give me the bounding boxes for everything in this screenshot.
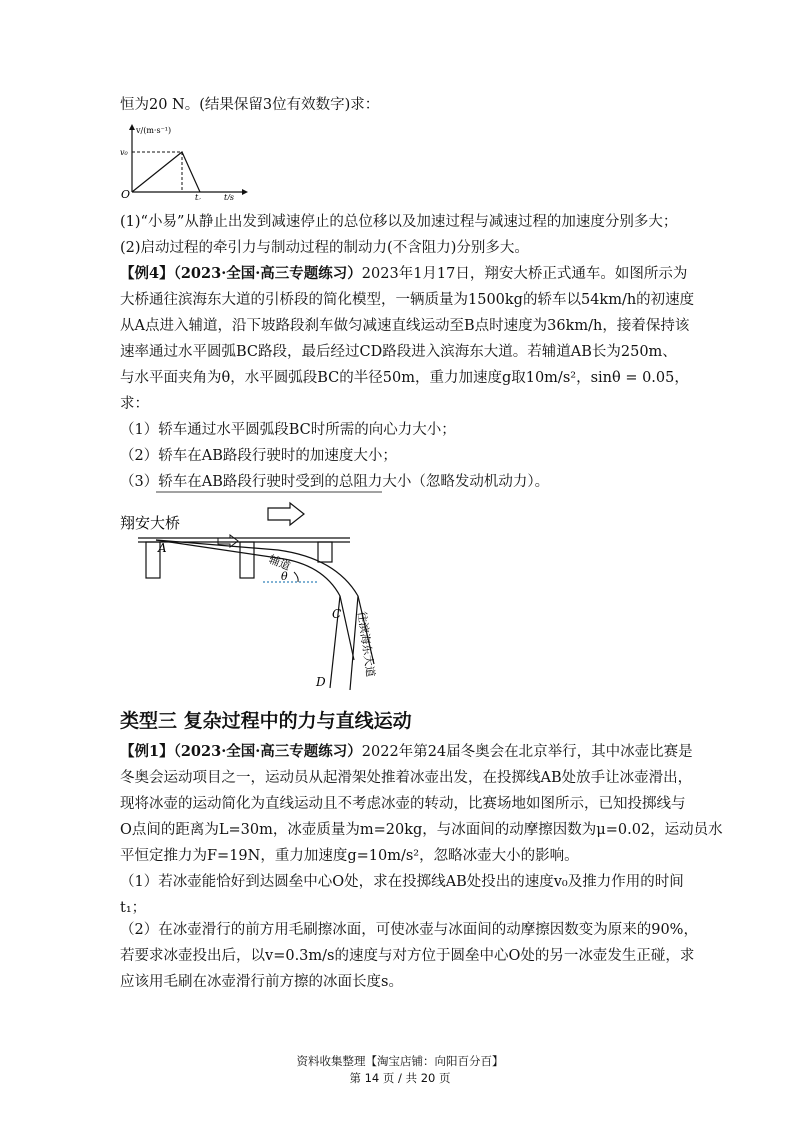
question-1: (1)“小易”从静止出发到减速停止的总位移以及加速过程与减速过程的加速度分别多大； — [120, 214, 678, 230]
example1-sub-2-end: 应该用毛刷在冰壶滑行前方擦的冰面长度s。 — [120, 974, 403, 990]
example4-sub-3: （3）轿车在AB路段行驶时受到的总阻力大小（忽略发动机动力）。 — [120, 474, 550, 490]
page-number: 第 14 页 / 共 20 页 — [349, 1071, 451, 1085]
vt-graph — [118, 122, 248, 200]
vt-ylabel: v/(m·s⁻¹) — [136, 126, 172, 135]
avenue-label: 往滨海东大道 — [355, 610, 378, 678]
bridge-diagram — [118, 488, 393, 700]
example1-sub-2-cont: 若要求冰壶投出后，以v=0.3m/s的速度与对方位于圆垒中心O处的另一冰壶发生正碰，求 — [120, 948, 695, 964]
example4-line: 大桥通往滨海东大道的引桥段的简化模型，一辆质量为1500kg的轿车以54km/h的初速度 — [120, 292, 695, 308]
example1-sub-1: （1）若冰壶能恰好到达圆垒中心O处，求在投掷线AB处投出的速度v₀及推力作用的时间 — [120, 874, 684, 890]
direction-arrow-icon — [268, 503, 304, 525]
example1-line: 冬奥会运动项目之一，运动员从起滑架处推着冰壶出发，在投掷线AB处放手让冰壶滑出， — [120, 770, 693, 786]
example1-label: 【例1】（2023·全国·高三专题练习） — [120, 743, 362, 760]
angle-arc — [294, 572, 298, 582]
vt-v0-label: v₀ — [120, 148, 128, 157]
avenue-right — [350, 596, 358, 690]
example4-first-line — [120, 264, 687, 284]
example4-sub-2: （2）轿车在AB路段行驶时的加速度大小； — [120, 448, 397, 464]
example1-sub-1-cont: t₁； — [120, 900, 147, 916]
ramp-label: 辅道 — [266, 552, 293, 574]
question-2: (2)启动过程的牵引力与制动过程的制动力(不含阻力)分别多大。 — [120, 240, 529, 256]
example4-label: 【例4】（2023·全国·高三专题练习） — [120, 265, 362, 282]
example4-line: 求： — [120, 396, 149, 412]
example1-line: O点间的距离为L=30m，冰壶质量为m=20kg，与冰面间的动摩擦因数为μ=0.02，运动员水 — [120, 822, 723, 838]
example1-line: 现将冰壶的运动简化为直线运动且不考虑冰壶的转动，比赛场地如图所示，已知投掷线与 — [120, 796, 686, 812]
point-A: A — [158, 541, 167, 555]
example4-sub-1: （1）轿车通过水平圆弧段BC时所需的向心力大小； — [120, 422, 456, 438]
vt-x-arrow — [242, 189, 248, 195]
point-C: C — [332, 607, 342, 621]
example4-text: 2023年1月17日，翔安大桥正式通车。如图所示为 — [361, 266, 688, 282]
bridge-title: 翔安大桥 — [120, 514, 181, 532]
vt-origin: O — [121, 188, 131, 200]
example4-line: 与水平面夹角为θ，水平圆弧段BC的半径50m，重力加速度g取10m/s²，sinθ = 0.05， — [120, 370, 689, 386]
theta-label: θ — [281, 570, 288, 583]
example1-text: 2022年第24届冬奥会在北京举行，其中冰壶比赛是 — [361, 744, 693, 760]
intro-text: 恒为20 N。(结果保留3位有效数字)求： — [120, 97, 380, 113]
example1-line: 平恒定推力为F=19N，重力加速度g=10m/s²，忽略冰壶大小的影响。 — [120, 848, 579, 864]
footer-source: 资料收集整理【淘宝店铺：向阳百分百】 — [296, 1054, 504, 1068]
ramp-outer — [156, 540, 354, 660]
vt-y-arrow — [129, 124, 135, 130]
example1-sub-2: （2）在冰壶滑行的前方用毛刷擦冰面，可使冰壶与冰面间的动摩擦因数变为原来的90%， — [120, 922, 698, 938]
section-heading: 类型三 复杂过程中的力与直线运动 — [120, 710, 412, 732]
vt-curve — [132, 152, 200, 192]
example4-line: 从A点进入辅道，沿下坡路段刹车做匀减速直线运动至B点时速度为36km/h，接着保持该 — [120, 318, 690, 334]
point-D: D — [316, 675, 326, 689]
pier — [318, 542, 332, 562]
vt-tc-label: t꜀ — [195, 193, 201, 200]
example4-line: 速率通过水平圆弧BC路段，最后经过CD路段进入滨海东大道。若辅道AB长为250m、 — [120, 344, 677, 360]
example1-first-line — [120, 742, 693, 762]
vt-xlabel: t/s — [224, 193, 235, 200]
